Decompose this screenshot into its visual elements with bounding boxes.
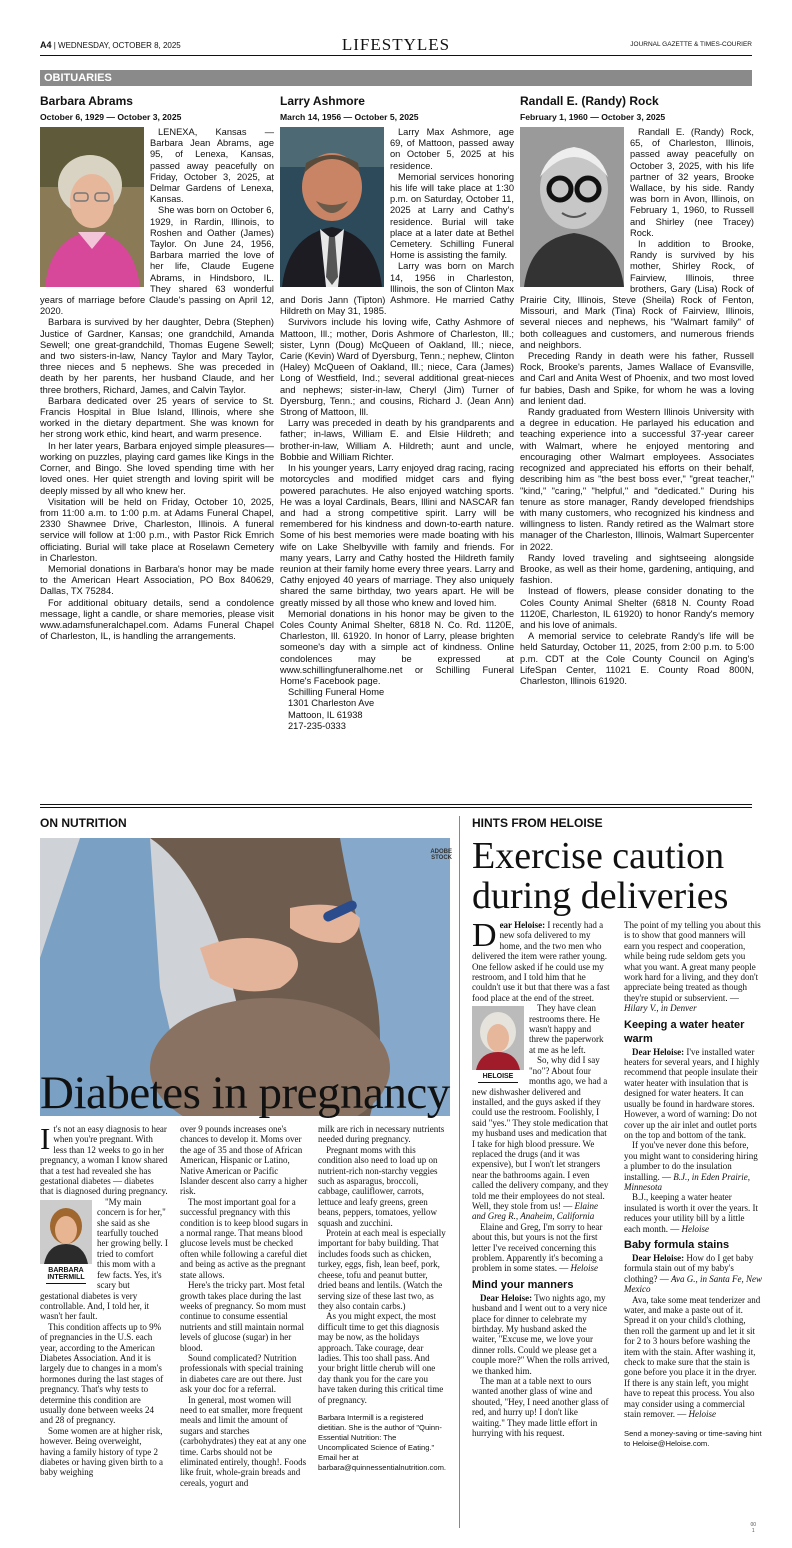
obit-paragraph: Memorial services honoring his life will take place at 1:30 p.m. on Saturday, October 11, 2025 at Larry and Cathy's residence. Burial will take place at a later date at Bethel Cemetery. Schilling Funeral Home is assisting the family.: [390, 171, 514, 261]
subhead-manners: Mind your manners: [472, 1278, 574, 1291]
letter-text: The point of my telling you about this is to show that good manners will earn you respect and cooperation, while being rude seldom gets you what you want. A great many people work hard for a living, and they don't appreciate being treated as though they're stupid or subservient. — Hilary V., in Denver: [624, 920, 761, 1014]
obit-paragraph: Randy graduated from Western Illinois University with a degree in education. He parlayed his education and teaching experience into a successful 37-year career with Walmart, where he enjoyed mentoring and encouraging other Walmart employees. Associates recognized and appreciated his efforts on their behalf, describing him as "the best boss ever," "great teacher," "kind," "caring," "helpful," and "dedicated." During his tenure as store manager, Randy developed friendships with many customers, who recognized his kindness and willingness to listen. Randy retired as the Walmart store manager of the Charleston, Illinois, Walmart Supercenter in 2022.: [520, 407, 754, 552]
nutrition-headline: Diabetes in pregnancy: [40, 1067, 450, 1119]
drop-cap: D: [472, 917, 497, 954]
obit-paragraph: A memorial service to celebrate Randy's life will be held Saturday, October 11, 2025, from 2:00 p.m. to 5:00 p.m. CDT at the Cole County Council on Aging's LifeSpan Center, 11021 E. County Road 800N, Charleston, Illinois 61920.: [520, 631, 754, 686]
funeral-home-name: Schilling Funeral Home: [288, 687, 385, 698]
reply-signature: Heloise: [688, 1409, 716, 1420]
heloise-headline: Exercise caution during deliveries: [472, 835, 729, 917]
nutrition-paragraph: "My main concern is for her," she said as she tearfully touched her growing belly. I tried to comfort this mom with a few facts. Yes, it's scary but gestational diabetes is very controllable. And, I told her, it wasn't her fault.: [40, 1196, 168, 1322]
obit-paragraph: Randall E. (Randy) Rock, 65, of Charleston, Illinois, passed away peacefully on October 3, 2025, with his life partner of 32 years, Brooke Wallace, by his side. Randy was born in Avon, Illinois, on February 1, 1960, to Russell and Shirley (nee Tracey) Rock.: [630, 127, 754, 238]
obituary-randall-rock: [520, 94, 754, 687]
barbara-intermill-photo: [40, 1200, 92, 1264]
letter-2: [472, 1293, 610, 1376]
obit-paragraph: LENEXA, Kansas — Barbara Jean Abrams, age 95, of Lenexa, Kansas, passed away peacefully on Friday, October 3, 2025, at Delmar Gardens of Lenexa, Kansas.: [150, 127, 274, 205]
obit-paragraph: In his younger years, Larry enjoyed drag racing, racing motorcycles and modified midget cars and flying powered parachutes. He also enjoyed watching sports. He was a loyal Cardinals, Bears, Illini and NASCAR fan and had a strong competitive spirit. Larry will be remembered for his kindness and down-to-earth nature. Some of his best memories were made boating with his wife on Lake Shelbyville with family and friends. For many years, Larry and Cathy hosted the Hildreth family reunion at their family home every three years. Larry and Cathy enjoyed 40 years of marriage. They also uniquely shared the same birthday, two years apart. He will be greatly missed by all those who knew and loved him.: [280, 463, 514, 608]
page-code: [750, 1522, 756, 1534]
letter-body: The point of my telling you about this is to show that good manners will earn you respect and cooperation, while being rude seldom gets you what you want. A great many people work hard for a living, and they don't appreciate being treated as though they're stupid or subservient.: [624, 920, 761, 1003]
obit-paragraph: In her later years, Barbara enjoyed simple pleasures—working on puzzles, playing card games like Kings in the Corner, and Bingo. She loved spending time with her loved ones. Her quiet strength and loving spirit will be deeply missed by all who knew her.: [40, 440, 274, 496]
heloise-photo: [472, 1006, 524, 1070]
page-number: A4: [40, 40, 52, 50]
letter-1: [472, 917, 610, 1003]
subhead-water-heater: Keeping a water heater warm: [624, 1018, 745, 1045]
obit-paragraph: Larry was preceded in death by his grandparents and father; in-laws, William E. and Elsie Hildreth; and brother-in-law, William A. Hildreth; aunt and uncle, Bobbie and William Richter.: [280, 418, 514, 462]
reply-body: Ava, take some meat tenderizer and water, and make a paste out of it. Spread it on your child's clothing, then roll the garment up and let it sit for 2 to 3 hours before washing the item with the stain. After washing it, check to make sure that the stain is gone before you place it in the dryer. If there is any stain left, you might have to repeat this process. You also may consider using a commercial stain remover.: [624, 1294, 761, 1420]
mug-rule: [478, 1082, 518, 1083]
letter-text: I've installed water heaters for several years, and I highly recommend that people insulate their water heater with insulation that is designed for water heaters. It can usually be found in hardware stores. However, a word of warning: Do not cover up the air inlet and outlet ports on the top and bottom of the tank.: [624, 1046, 760, 1140]
nutrition-paragraph: In general, most women will need to eat smaller, more frequent meals and limit the amount of sugars and starches (carbohydrates) they eat at any one time. Carbs should not be eliminated entirely, though!. Foods like fruit, whole-grain breads and cereals, yogurt and: [180, 1394, 307, 1488]
obituary-larry-ashmore: [280, 94, 514, 732]
letter-text: Two nights ago, my husband and I went out to a very nice place for dinner to celebrate my birthday. My husband asked the waiter, "Excuse me, we love your dinner rolls. Could we please get a couple more?" When the rolls arrived, we thanked him.: [472, 1292, 610, 1376]
heloise-column-1: [472, 917, 610, 1439]
nutrition-paragraph: Sound complicated? Nutrition professionals with special training in diabetes care are out there. Just ask your doc for a referral.: [180, 1352, 304, 1395]
on-nutrition-label: ON NUTRITION: [40, 816, 127, 830]
nutrition-paragraph: over 9 pounds increases one's chances to develop it. Moms over the age of 35 and those of African American, Hispanic or Latino, Native American or Pacific Islander descent also carry a higher risk.: [180, 1124, 308, 1197]
obituaries-bar: OBITUARIES: [40, 70, 752, 86]
obit-paragraph: Survivors include his loving wife, Cathy Ashmore of Mattoon, Ill.; mother, Doris Ashmore of Charleston, Ill.; sister, Lynn (Doug) McQueen of Oakland, Ill.; niece, Carie (Kevin) Ward of Dyersburg, Tenn.; nephew, Clinton (Haley) McQueen of Oakland, Ill.; niece, Cara (James) Long of Westfield, Ind.; several additional great-nieces and nephews; sister-in-law, Cheryl (Jim) Turner of Dyersburg, Tenn.; and cousins, Richard J. (Jean Ann) Strong of Mattoon, Ill.: [280, 317, 514, 418]
author-rule: [46, 1283, 86, 1284]
reply-signature: Heloise: [681, 1223, 709, 1234]
nutrition-paragraph: milk are rich in necessary nutrients needed during pregnancy.: [318, 1124, 445, 1145]
letter-signature: Ava G., in Santa Fe, New Mexico: [624, 1273, 762, 1295]
funeral-home-phone: 217-235-0333: [288, 720, 346, 731]
letter-text: The man at a table next to ours wanted another glass of wine and shouted, "Hey, I need another glass of red, and hurry up! I don't like waiting." They made little effort in hurrying with his request.: [472, 1376, 609, 1439]
reply-text: B.J., keeping a water heater insulated is worth it over the years. It reduces your utility bill by a little each month. — Heloise: [624, 1192, 758, 1234]
funeral-home-street: 1301 Charleston Ave: [288, 698, 375, 709]
funeral-home-city: Mattoon, IL 61938: [288, 709, 363, 720]
hints-from-heloise-label: HINTS FROM HELOISE: [472, 816, 603, 830]
heloise-column-2: [624, 920, 762, 1449]
reply-body: B.J., keeping a water heater insulated is worth it over the years. It reduces your utility bill by a little each month.: [624, 1192, 758, 1234]
photo-credit-text: ADOBE STOCK: [430, 849, 452, 861]
barbara-abrams-photo: [40, 127, 144, 287]
obit-paragraph: For additional obituary details, send a condolence message, light a candle, or share memories, please visit www.adamsfuneralchapel.com. Adams Funeral Chapel of Charleston, IL, is handling the arrangements.: [40, 597, 274, 642]
reply-text: Ava, take some meat tenderizer and water, and make a paste out of it. Spread it on your child's clothing, then roll the garment up and let it sit for 2 to 3 hours before washing the item with the stain. After washing it, check to make sure that the stain is gone before you place it in the dryer. If there is any stain left, you might have to repeat this process. You also may consider using a commercial stain remover. — Heloise: [624, 1294, 761, 1420]
letter-signature: Elaine and Greg R., Anaheim, California: [472, 1200, 599, 1222]
obit-paragraph: Barbara dedicated over 25 years of service to St. Francis Hospital in Blue Island, Illinois, where she worked in the dietary department. She was known for her strong work ethic, kind heart, and warm presence.: [40, 395, 274, 440]
nutrition-column-1: [40, 1121, 168, 1478]
page-date: WEDNESDAY, OCTOBER 8, 2025: [58, 41, 181, 50]
letter-text: They have clean restrooms there. He wasn't happy and threw the paperwork at me as he left.: [529, 1003, 604, 1055]
page-code-bottom: 1: [751, 1528, 755, 1534]
heloise-mug-label: HELOISE: [482, 1073, 514, 1081]
nutrition-column-3: [318, 1124, 446, 1473]
letter-text: If you've never done this before, you might want to considering hiring a plumber to do the insulation installing. — B.J., in Eden Prairie, Minnesota: [624, 1140, 758, 1192]
subhead-formula-stains: Baby formula stains: [624, 1238, 730, 1251]
heloise-mug: [472, 1006, 524, 1083]
nutrition-paragraph: Some women are at higher risk, however. Being overweight, having a family history of type 2 diabetes or having given birth to a baby weighing: [40, 1425, 163, 1478]
column-rule: [459, 816, 460, 1528]
nutrition-paragraph: As you might expect, the most difficult time to get this diagnosis may be now, as the holidays approach. Take courage, dear ladies. This too shall pass. And your bright little cherub will one day thank you for the care you have taken during this critical time of pregnancy.: [318, 1311, 444, 1405]
section-divider: [40, 804, 752, 808]
author-first-name: BARBARA: [48, 1266, 84, 1274]
obit-name: Larry Ashmore: [280, 94, 365, 108]
letter-4: Dear Heloise: How do I get baby formula stain out of my baby's clothing? — Ava G., in Santa Fe, New Mexico: [624, 1252, 762, 1295]
letter-text: So, why did I say "no"? About four months ago, we had a new dishwasher delivered and installed, and the guys asked if they could use the restroom. Foolishly, I said "yes." They stole medication that my husband uses and medication that I take for high blood pressure. We replaced the drugs (and it was expensive), but I won't let strangers near the bathrooms again. I even called the delivery company, and they told me their employees do not steal. Well, they stole from us! — Elaine and Greg R., Anaheim, California: [472, 1055, 609, 1222]
obit-paragraph: Memorial donations in his honor may be given to the Coles County Animal Shelter, 6818 N. Co. Rd. 1120E, Charleston, Ill. 61920. In honor of Larry, please brighten someone's day with a simple act of kindness. Online condolences may be expressed at www.schillingfuneralhome.net or Schilling Funeral Home's Facebook page.: [280, 608, 514, 686]
larry-ashmore-photo: [280, 127, 384, 287]
obit-paragraph: Larry was born on March 14, 1956 in Charleston, Illinois, the son of Clinton Max and Doris Jann (Tipton) Ashmore. He married Cathy Hildreth on May 31, 1985.: [280, 261, 514, 317]
letter-text: I recently had a new sofa delivered to my home, and the two men who delivered the item were rather young. One fellow asked if he could use my restroom, and I told him that he couldn't use it but that there was a fast food place at the end of the street.: [472, 920, 610, 1003]
obit-name: Barbara Abrams: [40, 94, 133, 108]
page-header: [40, 36, 752, 56]
obit-paragraph: In addition to Brooke, Randy is survived by his mother, Shirley Rock, of Fairview, Illinois, three brothers, Gary (Lisa) Rock of Prairie City, Illinois, Steve (Sheila) Rock of Fenton, Missouri, and Mark (Tina) Rock of Fairview, Illinois, several nieces and nephews, his "Walmart family" of both colleagues and customers, and numerous friends and neighbors.: [520, 239, 754, 350]
letter-lead: Dear Heloise:: [480, 1292, 533, 1303]
author-last-name: INTERMILL: [47, 1273, 85, 1281]
nutrition-paragraph: Pregnant moms with this condition also need to load up on nutrient-rich non-starchy veggies such as asparagus, broccoli, cabbage, cauliflower, carrots, lettuce and leafy greens, green beans, peppers, tomatoes, yellow squash and zucchini.: [318, 1144, 438, 1228]
obit-dates: October 6, 1929 — October 3, 2025: [40, 112, 182, 122]
drop-cap: I: [40, 1121, 51, 1156]
obit-dates: March 14, 1956 — October 5, 2025: [280, 112, 419, 122]
obituary-barbara-abrams: [40, 94, 274, 642]
obit-dates: February 1, 1960 — October 3, 2025: [520, 112, 666, 122]
nutrition-column-2: [180, 1124, 308, 1488]
obit-paragraph: Barbara is survived by her daughter, Debra (Stephen) Justice of Gardner, Kansas; one grandchild, Amanda Sewell; one great-grandchild, Thomas Eugene Sewell; and two sisters-in-law, Nancy Taylor and Mary Taylor, three nieces and 5 nephews. She was preceded in death by her parents, her husband Claude, and her three brothers, Richard, James, and Calvin Taylor.: [40, 317, 274, 395]
section-title: LIFESTYLES: [341, 35, 451, 54]
nutrition-paragraph: The most important goal for a successful pregnancy with this condition is to keep blood sugars in a normal range. That means blood glucose levels must be checked often while following a careful diet and being as active as the pregnant state allows.: [180, 1196, 308, 1280]
letter-body: If you've never done this before, you might want to considering hiring a plumber to do the insulation installing.: [624, 1140, 758, 1182]
randall-rock-photo: [520, 127, 624, 287]
obit-paragraph: She was born on October 6, 1929, in Rardin, Illinois, to Roshen and Oather (James) Taylor. On June 24, 1956, Barbara married the love of her life, Claude Eugene Abrams, in Hindsboro, IL. They shared 63 wonderful years of marriage before Claude's passing on April 12, 2020.: [40, 205, 274, 317]
author-bio: Barbara Intermill is a registered dietitian. She is the author of "Quinn-Essential Nutrition: The Uncomplicated Science of Eating." Email her at barbara@quinnessentialnutrition.com.: [318, 1412, 447, 1472]
reply-signature: Heloise: [570, 1263, 598, 1274]
obit-name: Randall E. (Randy) Rock: [520, 94, 659, 108]
nutrition-paragraph: Protein at each meal is especially important for baby building. That includes foods such as chicken, turkey, eggs, fish, lean beef, pork, cheese, tofu and peanut butter, dried beans and lentils. (Watch the serving size of these last two, as they also contain carbs.): [318, 1228, 446, 1311]
letter-lead: Dear Heloise:: [632, 1252, 685, 1263]
letter-3: [624, 1047, 762, 1141]
photo-credit: [418, 849, 452, 861]
letter-lead: ear Heloise:: [499, 920, 546, 930]
obit-paragraph: Randy loved traveling and sightseeing alongside Brooke, as well as their home, gardening, antiquing, and fashion.: [520, 552, 754, 586]
letter-signature: B.J., in Eden Prairie, Minnesota: [624, 1171, 750, 1192]
obit-paragraph: Larry Max Ashmore, age 69, of Mattoon, passed away on October 5, 2025 at his residence.: [390, 127, 514, 171]
reply-body: Elaine and Greg, I'm sorry to hear about this, but yours is not the first letter I've received concerning this problem. Apparently it's becoming a problem in some states.: [472, 1221, 603, 1274]
page-folio: A4 | WEDNESDAY, OCTOBER 8, 2025: [40, 40, 181, 50]
nutrition-paragraph: This condition affects up to 9% of pregnancies in the U.S. each year, according to the American Diabetes Association. And it is largely due to changes in a mom's hormones during the last stages of pregnancy. That's why tests to determine this condition are usually done between weeks 24 and 28 of pregnancy.: [40, 1321, 164, 1426]
nutrition-paragraph: Here's the tricky part. Most fetal growth takes place during the last weeks of pregnancy. So mom must continue to consume essential nutrients and still maintain normal levels of glucose (sugar) in her blood.: [180, 1280, 306, 1353]
send-hint-note: Send a money-saving or time-saving hint to Heloise@Heloise.com.: [624, 1429, 762, 1449]
nutrition-lead: [40, 1121, 168, 1197]
page-code-top: 00: [750, 1522, 756, 1528]
letter-lead: Dear Heloise:: [632, 1046, 685, 1057]
nutrition-lead-text: t's not an easy diagnosis to hear when you're pregnant. With less than 12 weeks to go in her pregnancy, a woman I know shared that a test had revealed she has gestational diabetes — diabetes that is diagnosed during pregnancy.: [40, 1124, 168, 1197]
obit-paragraph: Memorial donations in Barbara's honor may be made to the American Heart Association, PO Box 840629, Dallas, TX 75284.: [40, 563, 274, 597]
author-mug: [40, 1200, 92, 1284]
letter-body: So, why did I say "no"? About four months ago, we had a new dishwasher delivered and installed, and the guys asked if they could use the restroom. Foolishly, I said "yes." They stole medication that my husband uses and medication that I take for high blood pressure. We replaced the drugs (and it was expensive), but I won't let strangers near the bathrooms again. I even called the delivery company, and they told me their employees do not steal. Well, they stole from us!: [472, 1055, 609, 1211]
reply-text: Elaine and Greg, I'm sorry to hear about this, but yours is not the first letter I've received concerning this problem. Apparently it's becoming a problem in some states. — Heloise: [472, 1221, 603, 1274]
letter-signature: Hilary V., in Denver: [624, 1003, 697, 1014]
paper-name: JOURNAL GAZETTE & TIMES-COURIER: [630, 41, 752, 48]
obit-paragraph: Visitation will be held on Friday, October 10, 2025, from 11:00 a.m. to 1:00 p.m. at Adams Funeral Chapel, 2330 Shawnee Drive, Charleston, Illinois. A funeral service will follow at 1:00 p.m., with Pastor Rick Emrich officiating. Burial will take place at Roselawn Cemetery in Charleston.: [40, 496, 274, 563]
obit-paragraph: Preceding Randy in death were his father, Russell Rock, Brooke's parents, James Wallace of Evansville, and Carl and Anita West of Phoenix, and two most loved fur babies, Dash and Spike, for whom he was a loving and lenient dad.: [520, 351, 754, 406]
obit-paragraph: Instead of flowers, please consider donating to the Coles County Animal Shelter (6818 N. County Road 1120E, Charleston, IL 61920) to honor Randy's memory and his love of animals.: [520, 586, 754, 630]
letter-text: How do I get baby formula stain out of my baby's clothing?: [624, 1252, 754, 1284]
